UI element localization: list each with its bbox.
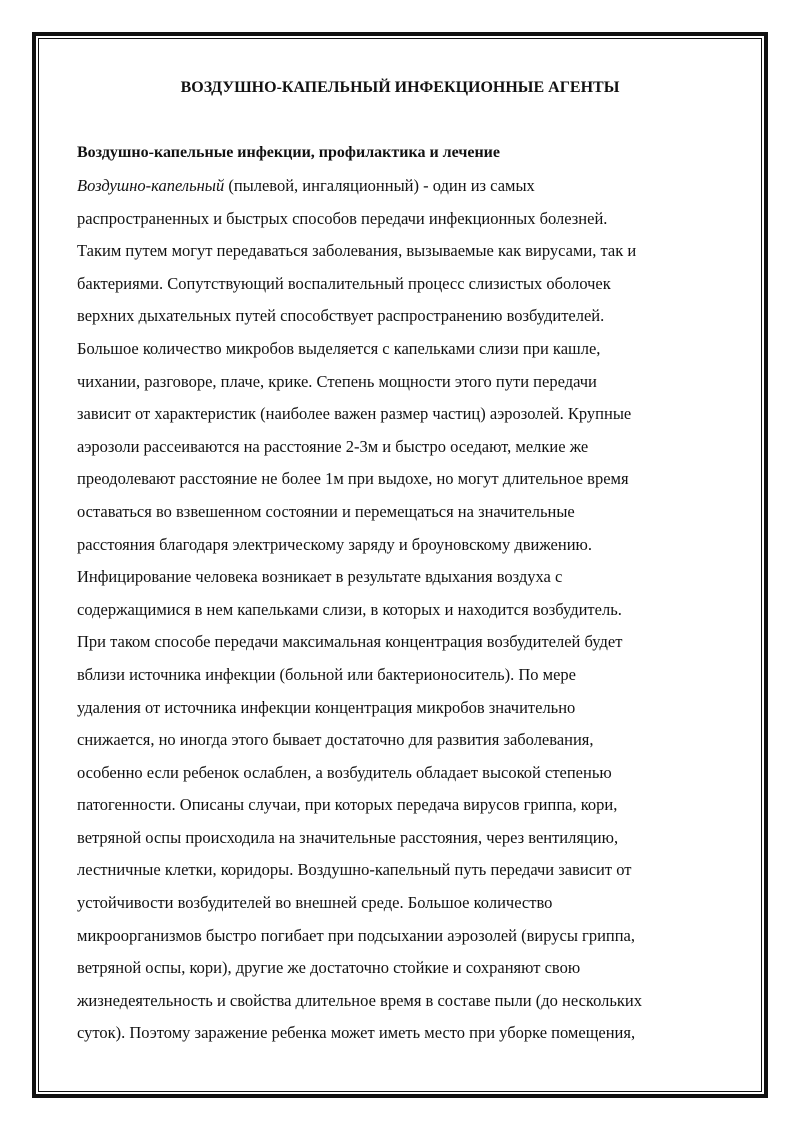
body-line: бактериями. Сопутствующий воспалительный процесс слизистых оболочек (77, 273, 611, 293)
body-line: Большое количество микробов выделяется с капельками слизи при кашле, (77, 338, 601, 358)
body-line: чихании, разговоре, плаче, крике. Степень мощности этого пути передачи (77, 371, 597, 391)
body-line: устойчивости возбудителей во внешней среде. Большое количество (77, 893, 553, 913)
body-text (77, 174, 727, 1054)
body-line: расстояния благодаря электрическому заряду и броуновскому движению. (77, 534, 592, 554)
body-line: аэрозоли рассеиваются на расстояние 2-3м и быстро оседают, мелкие же (77, 436, 589, 456)
body-line: Таким путем могут передаваться заболевания, вызываемые как вирусами, так и (77, 241, 637, 261)
body-line: вблизи источника инфекции (больной или бактерионоситель). По мере (77, 664, 576, 684)
body-line: удаления от источника инфекции концентрация микробов значительно (77, 697, 576, 717)
body-line: микроорганизмов быстро погибает при подсыхании аэрозолей (вирусы гриппа, (77, 925, 636, 945)
body-line: снижается, но иногда этого бывает достаточно для развития заболевания, (77, 730, 594, 750)
body-line: преодолевают расстояние не более 1м при выдохе, но могут длительное время (77, 469, 629, 489)
document-title: ВОЗДУШНО-КАПЕЛЬНЫЙ ИНФЕКЦИОННЫЕ АГЕНТЫ (180, 79, 620, 96)
body-line: верхних дыхательных путей способствует распространению возбудителей. (77, 306, 605, 326)
body-line: При таком способе передачи максимальная концентрация возбудителей будет (77, 632, 623, 652)
body-line: лестничные клетки, коридоры. Воздушно-капельный путь передачи зависит от (77, 860, 632, 880)
italic-term: Воздушно-капельный (77, 176, 225, 195)
body-line: ветряной оспы, кори), другие же достаточно стойкие и сохраняют свою (77, 958, 581, 978)
body-line: содержащимися в нем капельками слизи, в которых и находится возбудитель. (77, 599, 622, 619)
body-line: патогенности. Описаны случаи, при которых передача вирусов гриппа, кори, (77, 795, 618, 815)
body-line: жизнедеятельность и свойства длительное время в составе пыли (до нескольких (77, 990, 642, 1010)
section-heading: Воздушно-капельные инфекции, профилактика и лечение (77, 144, 500, 161)
body-line: оставаться во взвешенном состоянии и перемещаться на значительные (77, 501, 575, 521)
first-line-rest: (пылевой, ингаляционный) - один из самых (224, 176, 535, 195)
body-line: Инфицирование человека возникает в результате вдыхания воздуха с (77, 567, 563, 587)
body-line: распространенных и быстрых способов передачи инфекционных болезней. (77, 208, 608, 228)
body-line-first (77, 174, 727, 207)
body-line: особенно если ребенок ослаблен, а возбудитель обладает высокой степенью (77, 762, 612, 782)
body-line: суток). Поэтому заражение ребенка может иметь место при уборке помещения, (77, 1023, 636, 1043)
body-line: ветряной оспы происходила на значительные расстояния, через вентиляцию, (77, 827, 619, 847)
body-line: зависит от характеристик (наиболее важен размер частиц) аэрозолей. Крупные (77, 404, 632, 424)
